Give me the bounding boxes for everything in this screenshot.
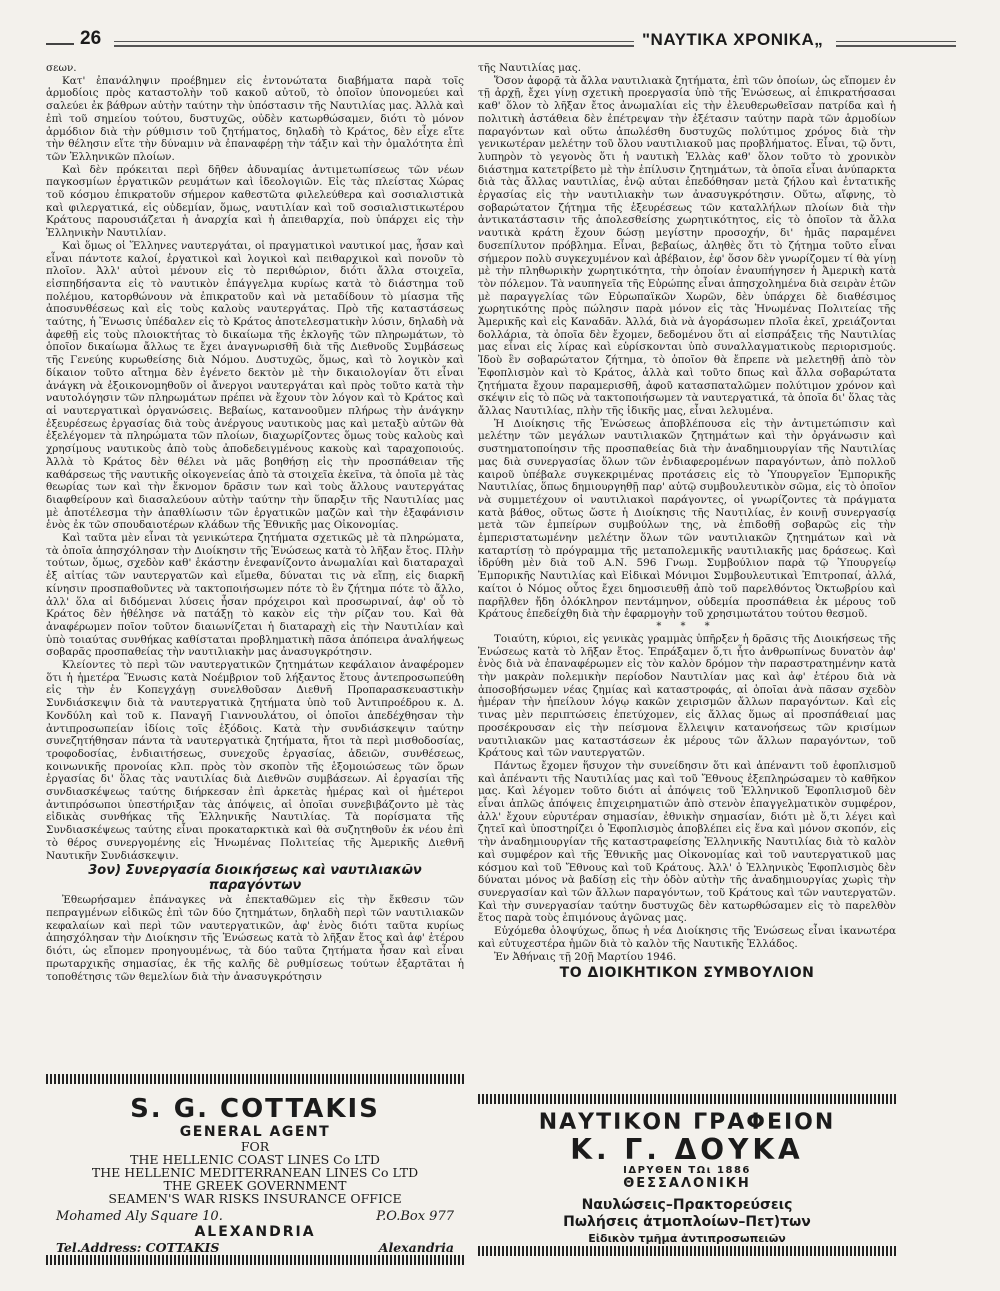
ad-services: Ναυλώσεις–Πρακτορεύσεις xyxy=(581,1197,793,1213)
ad-line: THE GREEK GOVERNMENT xyxy=(163,1178,347,1193)
ad-role: GENERAL AGENT xyxy=(179,1124,331,1140)
ad-line: THE HELLENIC MEDITERRANEAN LINES Co LTD xyxy=(91,1165,419,1180)
advertisement-douka xyxy=(478,1094,896,1264)
ad-address: Mohamed Aly Square 10. xyxy=(56,1209,223,1224)
ad-services: Εἰδικὸν τμῆμα ἀντιπροσωπειῶν xyxy=(588,1232,786,1245)
section-separator: * * * xyxy=(656,620,718,632)
ad-company-name: S. G. COTTAKIS xyxy=(130,1094,380,1124)
ad-established: ΙΔΡΥΘΕΝ ΤΩι 1886 xyxy=(623,1165,751,1176)
paragraph: Καὶ ὅμως οἱ Ἕλληνες ναυτεργάται, οἱ πραγματικοὶ ναυτικοί μας, ἦσαν καὶ εἶναι πάντοτε καλοί, ἐργατικοὶ καὶ λογικοὶ καὶ πειθαρχικοὶ καὶ πονοῦν τὸ πλοῖον. Ἀλλ' αὐτοὶ μένουν εἰς τὸ περιθώριον, διότι ἄλλα στοιχεῖα, εἰσπηδήσαντα εἰς τὸ ναυτικὸν ἐπάγγελμα κυρίως κατὰ τὸ διάστημα τοῦ πολέμου, κατορθώνουν νὰ ἐπικρατοῦν καὶ νὰ μεταδίδουν τὸ μίασμα τῆς ἀποσυνθέσεως καὶ εἰς τοὺς καλοὺς ναυτεργάτας. Πρὸ τῆς καταστάσεως ταύτης, ἡ Ἕνωσις ὑπέδαλεν εἰς τὸ Κράτος ἀποτελεσματικὴν λύσιν, δηλαδὴ νὰ ἀφεθῇ εἰς τοὺς πλοιοκτήτας τὸ δικαίωμα τῆς ἐκλογῆς τῶν πληρωμάτων, τὸ ὁποῖον δικαίωμα ἄλλως τε ἔχει ἀναγνωρισθῆ διὰ τῆς Διεθνοῦς Συμβάσεως τῆς Γενεύης κυρωθείσης διὰ Νόμου. Δυστυχῶς, ὅμως, καὶ τὸ λογικὸν καὶ δίκαιον τοῦτο αἴτημα δὲν ἐγένετο δεκτὸν μὲ τὴν δικαιολογίαν ὅτι εἶναι ἀνάγκη νὰ ἐξοικονομηθοῦν οἱ ἄνεργοι ναυτεργάται καὶ πρὸς τοῦτο κατὰ τὴν ναυτολόγησιν τῶν πληρωμάτων πρέπει νὰ ἔχουν τὸν λόγον καὶ τὸ Κράτος καὶ αἱ ναυτεργατικαὶ ὀργανώσεις. Βεβαίως, κατανοοῦμεν πλήρως τὴν ἀνάγκην ἐξευρέσεως ἐργασίας διὰ τοὺς ἀνέργους ναυτικοὺς μας καὶ μεταξὺ αὐτῶν θὰ ἐξελέγομεν τὰ πληρώματα τῶν πλοίων, διαχωρίζοντες ὅμως τοὺς καλοὺς καὶ χρησίμους ναυτικοὺς ἀπὸ τοὺς ἀποδεδειγμένους κακοὺς καὶ ταραχοποιούς. Ἀλλὰ τὸ Κράτος δὲν θέλει νὰ μᾶς βοηθήσῃ εἰς τὴν προσπάθειαν τῆς καθάρσεως τῆς ναυτικῆς οἰκογενείας ἀπὸ τὰ στοιχεῖα ἐκεῖνα, τὰ ὁποῖα μὲ τὰς θεωρίας των καὶ τὴν ἔκνομον δρᾶσιν των καὶ τοὺς ἄλλους ναυτεργάτας διαφθείρουν καὶ διασαλεύουν αὐτὴν ταύτην τὴν ὕπαρξιν τῆς Ναυτιλίας μας μὲ ἀποτέλεσμα τὴν ἀπαθλίωσιν τῶν ἐργατικῶν μαζῶν καὶ τὴν ἐξαφάνισιν ἑνὸς ἐκ τῶν σπουδαιοτέρων κλάδων τῆς Ἐθνικῆς μας Οἰκονομίας. xyxy=(46,239,464,532)
paragraph: Ἡ Διοίκησις τῆς Ἑνώσεως ἀποβλέπουσα εἰς τὴν ἀντιμετώπισιν καὶ μελέτην τῶν μεγάλων ναυτιλιακῶν ζητημάτων καὶ τὴν ὀργάνωσιν καὶ συστηματοποίησιν τῆς προσπαθείας διὰ τὴν ἀναδημιουργίαν τῆς Ναυτιλίας μας διὰ συνεργασίας ὅλων τῶν ἐνδιαφερομένων παραγόντων, ἀπὸ πολλοῦ καιροῦ ὑπέβαλε συγκεκριμένας προτάσεις εἰς τὸ Ὑπουργεῖον Ἐμπορικῆς Ναυτιλίας, ὅπως δημιουργηθῇ παρ' αὐτῷ συμβουλευτικὸν σῶμα, εἰς τὸ ὁποῖον νὰ συμμετέχουν οἱ ναυτιλιακοὶ παράγοντες, οἱ γνωρίζοντες τὰ πράγματα κατὰ βάθος, οὕτως ὥστε ἡ Διοίκησις τῆς Ναυτιλίας, ἐν κοινῇ συνεργασίᾳ μετὰ τῶν ἐμπείρων συμβούλων της, νὰ ἐπιδοθῇ σοβαρῶς εἰς τὴν ἐμπεριστατωμένην μελέτην ὅλων τῶν ναυτιλιακῶν ζητημάτων καὶ νὰ καταρτίσῃ τὸ πρόγραμμα τῆς μεταπολεμικῆς ναυτιλιακῆς μας δράσεως. Καὶ ἱδρύθη μὲν διὰ τοῦ Α.Ν. 596 Γνωμ. Συμβούλιον παρὰ τῷ Ὑπουργείῳ Ἐμπορικῆς Ναυτιλίας καὶ Εἰδικαὶ Μόνιμοι Συμβουλευτικαὶ Ἐπιτροπαί, ἀλλά, καίτοι ὁ Νόμος οὗτος ἔχει δημοσιευθῇ ἀπὸ τοῦ παρελθόντος Ὀκτωβρίου καὶ παρῆλθεν ἤδη ὁλόκληρον πεντάμηνον, οὐδεμία προσπάθεια ἐκ μέρους τοῦ Κράτους ἐπεδείχθη διὰ τὴν ἐφαρμογὴν τοῦ χρησιμωτάτου τούτου θεσμοῦ. xyxy=(478,417,896,621)
ad-telegraph-row xyxy=(56,1240,454,1255)
ad-city: ALEXANDRIA xyxy=(194,1224,316,1240)
paragraph: Καὶ ταῦτα μὲν εἶναι τὰ γενικώτερα ζητήματα σχετικῶς μὲ τὰ πληρώματα, τὰ ὁποῖα ἀπησχόλησαν τὴν Διοίκησιν τῆς Ἑνώσεως κατὰ τὸ λῆξαν ἔτος. Πλὴν τούτων, ὅμως, σχεδὸν καθ' ἑκάστην ἐνεφανίζοντο ἀνωμαλίαι καὶ διαταραχαὶ ἐξ αἰτίας τῶν ναυτεργατῶν καὶ εἴμεθα, δύναται τις νὰ εἴπῃ, εἰς διαρκῆ κίνησιν προσπαθοῦντες νὰ τακτοποιήσωμεν πότε τὸ ἓν ζήτημα πότε τὸ ἄλλο, ἀλλ' ὅλα αἱ διδόμεναι λύσεις ἦσαν πρόχειροι καὶ προσωριναί, ἀφ' οὗ τὸ Κράτος δὲν ἠθέλησε νὰ πατάξῃ τὸ κακὸν εἰς τὴν ρίζαν του. Καὶ θὰ ἀναφέρωμεν ποῖον τοῦτον διαιωνίζεται ἡ διαταραχὴ εἰς τὴν Ναυτιλίαν καὶ ὑπὸ τοιαύτας συνθήκας καθίσταται προβληματικὴ πᾶσα ἀπόπειρα ἀναλήψεως σοβαρᾶς προσπαθείας τὴν ναυτιλιακὴν μας ἀνασυγκρότησιν. xyxy=(46,532,464,659)
paragraph: Κατ' ἐπανάληψιν προέβημεν εἰς ἐντονώτατα διαβήματα παρὰ τοῖς ἁρμοδίοις πρὸς καταστολὴν τοῦ κακοῦ αὐτοῦ, τὸ ὁποῖον ὑπονομεύει καὶ σαλεύει ἐκ βάθρων αὐτὴν ταύτην τὴν ὑπόστασιν τῆς Ναυτιλίας μας. Ἀλλὰ καὶ ἐπὶ τοῦ σημείου τούτου, δυστυχῶς, οὐδὲν κατωρθώσαμεν, διότι τὸ μόνον ἁρμόδιον διὰ τὴν ρύθμισιν τοῦ ζητήματος, δηλαδὴ τὸ Κράτος, δὲν εἶχε εἴτε τὴν θέλησιν εἴτε τὴν δύναμιν νὰ ἐπαναφέρῃ τὴν τάξιν καὶ τὴν ὁμαλότητα ἐπὶ τῶν Ἑλληνικῶν πλοίων. xyxy=(46,74,464,163)
page-number: 26 xyxy=(80,28,102,49)
ad-line: SEAMEN'S WAR RISKS INSURANCE OFFICE xyxy=(108,1191,402,1206)
signature: ΤΟ ΔΙΟΙΚΗΤΙΚΟΝ ΣΥΜΒΟΥΛΙΟΝ xyxy=(559,965,815,982)
journal-title: "ΝΑΥΤΙΚΑ ΧΡΟΝΙΚΑ„ xyxy=(642,30,824,49)
page-header xyxy=(46,26,956,56)
ad-border-top xyxy=(478,1094,896,1104)
ad-telegraph: Tel.Address: COTTAKIS xyxy=(56,1240,220,1255)
paragraph: σεων. xyxy=(46,62,77,74)
ad-services: Πωλήσεις ἀτμοπλοίων–Πετ)των xyxy=(563,1214,811,1230)
newspaper-page xyxy=(46,18,956,1268)
header-rule-right xyxy=(836,41,956,47)
ad-telegraph-city: Alexandria xyxy=(378,1240,454,1255)
header-rule-left xyxy=(46,43,74,45)
ad-owner-name: Κ. Γ. ΔΟΥΚΑ xyxy=(570,1133,804,1166)
paragraph: Ὅσον ἀφορᾷ τὰ ἄλλα ναυτιλιακὰ ζητήματα, ἐπὶ τῶν ὁποίων, ὡς εἴπομεν ἐν τῇ ἀρχῇ, ἔχει γίνῃ σχετικὴ προεργασία ὑπὸ τῆς Ἑνώσεως, αἱ ἐπικρατήσασαι καθ' ὅλον τὸ λῆξαν ἔτος ἀνωμαλίαι εἰς τὴν ἐλευθερωθεῖσαν πατρίδα καὶ ἡ πολιτικὴ ἀστάθεια δὲν ἐπέτρεψαν τὴν ἐξέτασιν ταύτην παρὰ τῶν ἁρμοδίων παραγόντων καὶ οὕτω ἀπωλέσθη δυστυχῶς πολύτιμος χρόνος διὰ τὴν γενικωτέραν μελέτην τοῦ ὅλου ναυτιλιακοῦ μας προβλήματος. Εἶναι, τῷ ὄντι, λυπηρὸν τὸ γεγονὸς ὅτι ἡ ναυτικὴ Ἑλλὰς καθ' ὅλον τοῦτο τὸ χρονικὸν διάστημα κατετρίβετο μὲ τὴν ἐπίλυσιν ζητημάτων, τὰ ὁποῖα εἶναι ἀνύπαρκτα διὰ τὰς ἄλλας ναυτιλίας, ἐνῷ αὐται ἐπεδόθησαν μετὰ ζήλου καὶ ἐντατικῆς ἐργασίας εἰς τὴν ναυτιλιακὴν των ἀνασυγκρότησιν. Οὕτω, αἴφνης, τὸ σοβαρώτατον ζήτημα τῆς ἐξευρέσεως τῶν καταλλήλων πλοίων διὰ τὴν ἀντικατάστασιν τῆς ἀπολεσθείσης χωρητικότητος, εἰς τὸ ὁποῖον τὰ ἄλλα ναυτικὰ κράτη ἔχουν δώσῃ μεγίστην προσοχήν, δι' ἡμᾶς παραμένει δυσεπίλυτον πρόβλημα. Εἶναι, βεβαίως, ἀληθὲς ὅτι τὸ ζήτημα τοῦτο εἶναι σήμερον πολὺ συγκεχυμένον καὶ ἀβέβαιον, ἐφ' ὅσον δὲν γνωρίζομεν τί θὰ γίνῃ μὲ τὴν πληθωρικὴν χωρητικότητα, τὴν ὁποίαν ἐναυπήγησεν ἡ Ἀμερικὴ κατὰ τὸν πόλεμον. Τὰ ναυπηγεῖα τῆς Εὐρώπης εἶναι ἀπησχολημένα διὰ σειρὰν ἐτῶν μὲ παραγγελίας τῶν Εὐρωπαϊκῶν Χωρῶν, δὲν ὑπάρχει δὲ διαθέσιμος χωρητικότης πρὸς πώλησιν παρὰ μόνον εἰς τὰς Ἡνωμένας Πολιτείας τῆς Ἀμερικῆς καὶ εἰς Καναδᾶν. Ἀλλά, διὰ νὰ ἀγοράσωμεν πλοῖα ἐκεῖ, χρειάζονται δολλάρια, τὰ ὁποῖα δὲν ἔχομεν, δεδομένου ὅτι αἱ εἰσπράξεις τῆς Ναυτιλίας μας εἶναι εἰς λίρας καὶ εὑρίσκονται ὑπὸ συναλλαγματικοὺς περιορισμούς. Ἰδοὺ ἓν σοβαρώτατον ζήτημα, τὸ ὁποῖον θὰ ἔπρεπε νὰ μελετηθῇ ἀπὸ τὸν Ἐφοπλισμὸν καὶ τὸ Κράτος, ἀλλὰ καὶ τοῦτο δπως καὶ ἄλλα σοβαρώτατα ζητήματα ἔχουν παραμερισθῆ, ἀφοῦ κατασπαταλῶμεν πολύτιμον χρόνον καὶ σκέψιν εἰς τὸ πῶς νὰ τακτοποιήσωμεν τὰ ναυτεργατικά, τὰ ὁποῖα δι' ὅλας τὰς ἄλλας Ναυτιλίας, πλὴν τῆς ἰδικῆς μας, εἶναι λελυμένα. xyxy=(478,74,896,417)
right-column xyxy=(478,62,896,982)
ad-address-row xyxy=(56,1209,454,1224)
ad-pobox: P.O.Box 977 xyxy=(376,1209,454,1224)
ad-line: THE HELLENIC COAST LINES Co LTD xyxy=(130,1152,380,1167)
advertisement-cottakis xyxy=(46,1074,464,1264)
paragraph: Εὐχόμεθα ὁλοψύχως, ὅπως ἡ νέα Διοίκησις τῆς Ἑνώσεως εἶναι ἱκανωτέρα καὶ εὐτυχεστέρα ἡμῶν διὰ τὸ καλὸν τῆς Ναυτικῆς Ἑλλάδος. xyxy=(478,925,896,950)
paragraph: Ἐθεωρήσαμεν ἐπάναγκες νὰ ἐπεκταθῶμεν εἰς τὴν ἔκθεσιν τῶν πεπραγμένων εἰδικῶς ἐπὶ τῶν δύο ζητημάτων, δηλαδὴ περὶ τῶν ναυτιλιακῶν κεφαλαίων καὶ περὶ τῶν ναυτεργατικῶν, ἀφ' ἑνὸς διότι ταῦτα κυρίως ἀπησχόλησαν τὴν Διοίκησιν τῆς Ἑνώσεως κατὰ τὸ λῆξαν ἔτος καὶ ἀφ' ἑτέρου διότι, ὡς εἴπομεν προηγουμένως, τὰ δύο ταῦτα ζητήματα ἦσαν καὶ εἶναι πρωταρχικῆς σημασίας, ἐκ τῆς καλῆς δὲ ρυθμίσεως τούτων ἐξαρτᾶται ἡ τοποθέτησις τῶν θεμελίων διὰ τὴν ἀνασυγκρότησιν xyxy=(46,894,464,983)
section-subheading: 3ον) Συνεργασία διοικήσεως καὶ ναυτιλιακῶν παραγόντων xyxy=(88,863,422,894)
ad-for: FOR xyxy=(240,1139,270,1154)
paragraph: Καὶ δὲν πρόκειται περὶ δῆθεν ἀδυναμίας ἀντιμετωπίσεως τῶν νέων παγκοσμίων ἐργατικῶν ρευμάτων καὶ ἰδεολογιῶν. Εἰς τὰς πλείστας Χώρας τοῦ κόσμου ἐπικρατοῦν σήμερον καθεστῶτα φιλελεύθερα καὶ σοσιαλιστικὰ καὶ φιλεργατικά, εἰς οὐδεμίαν, ὅμως, ναυτιλίαν καὶ τοῦ σοσιαλιστικωτέρου Κράτους παρουσιάζεται ἡ ἀναρχία καὶ ἡ ἀπειθαρχία, ποὺ ὑπάρχει εἰς τὴν Ἑλληνικὴν Ναυτιλίαν. xyxy=(46,163,464,240)
left-column xyxy=(46,62,464,983)
paragraph: Πάντως ἔχομεν ἥσυχον τὴν συνείδησιν ὅτι καὶ ἀπέναντι τοῦ ἐφοπλισμοῦ καὶ ἀπέναντι τῆς Ναυτιλίας μας καὶ τοῦ Ἔθνους ἐξεπληρώσαμεν τὸ καθῆκον μας. Καὶ λέγομεν τοῦτο διότι αἱ ἀπόψεις τοῦ Ἑλληνικοῦ Ἐφοπλισμοῦ δὲν εἶναι ἁπλῶς ἀπόψεις ἐπιχειρηματιῶν ἀπὸ στενὸν ἐπαγγελματικὸν συμφέρον, ἀλλ' ἔχουν εὐρυτέραν σημασίαν, ἐθνικὴν σημασίαν, διότι μὲ ὅ,τι λέγει καὶ ζητεῖ καὶ ὑποστηρίζει ὁ Ἐφοπλισμὸς ἀποβλέπει εἰς ἕνα καὶ μόνον σκοπόν, εἰς τὴν ἀναδημιουργίαν τῆς καταστραφείσης Ἑλληνικῆς Ναυτιλίας διὰ τὸ καλὸν καὶ συμφέρον καὶ τῆς Ἐθνικῆς μας Οἰκονομίας καὶ τοῦ ναυτεργατικοῦ μας κόσμου καὶ τοῦ Ἔθνους καὶ τοῦ Κράτους. Ἀλλ' ὁ Ἑλληνικὸς Ἐφοπλισμὸς δὲν δύναται μόνος νὰ βαδίσῃ εἰς τὴν ὁδὸν αὐτὴν τῆς ἀναδημιουργίας χωρὶς τὴν συνεργασίαν καὶ τῶν ἄλλων παραγόντων, τοῦ Κράτους καὶ τῶν ναυτεργατῶν. Καὶ τὴν συνεργασίαν ταύτην δυστυχῶς δὲν κατωρθώσαμεν εἰς τὸ παρελθὸν ἔτος παρὰ τοὺς ἐπιμόνους ἀγῶνας μας. xyxy=(478,759,896,925)
paragraph: Κλείοντες τὸ περὶ τῶν ναυτεργατικῶν ζητημάτων κεφάλαιον ἀναφέρομεν ὅτι ἡ ἡμετέρα Ἕνωσις κατὰ Νοέμβριον τοῦ λήξαντος ἔτους ἀντεπροσωπεύθη εἰς τὴν ἐν Κοπεγχάγῃ συνελθοῦσαν Διεθνῆ Προπαρασκευαστικὴν Συνδιάσκεψιν διὰ τὰ ναυτεργατικὰ ζητήματα ὑπὸ τοῦ Ἀντιπροέδρου κ. Δ. Κονδύλη καὶ τοῦ κ. Παναγῆ Γιαννουλάτου, οἱ ὁποῖοι ἀπεδέχθησαν τὴν ἀντιπροσωπείαν ἰδίοις τοῖς ἐξόδοις. Κατὰ τὴν συνδιάσκεψιν ταύτην συνεζητήθησαν πάντα τὰ ναυτεργατικὰ ζητήματα, ἤτοι τὰ περὶ μισθοδοσίας, τροφοδοσίας, ἐνδιαιτήσεως, συνεχοῦς ἐργασίας, ἀδειῶν, συνθέσεως, κοινωνικῆς προνοίας κλπ. πρὸς τὸν σκοπὸν τῆς ἑξομοιώσεως τῶν ὅρων ἐργασίας δι' ὅλας τὰς ναυτιλίας διὰ Διεθνῶν συμβάσεων. Αἱ ἐργασίαι τῆς συνδιασκέψεως ταύτης διήρκεσαν ἐπὶ ἀρκετὰς ἡμέρας καὶ οἱ ἡμέτεροι ἀντιπρόσωποι ὑπεστήριξαν τὰς ἀπόψεις, αἱ ὁποῖαι συνεβιβάζοντο μὲ τὰς εἰδικὰς συνθήκας τῆς Ἑλληνικῆς Ναυτιλίας. Τὰ πορίσματα τῆς Συνδιασκέψεως ταύτης εἶναι προκαταρκτικὰ καὶ θὰ συζητηθοῦν ἐκ νέου ἐπὶ τὸ θέρος συνεργομένης εἰς Ἡνωμένας Πολιτείας τῆς Ἀμερικῆς Διεθνῆ Ναυτικῆν Συνδιάσκεψιν. xyxy=(46,659,464,862)
paragraph: τῆς Ναυτιλίας μας. xyxy=(478,62,582,74)
ad-border-bottom xyxy=(478,1246,896,1256)
ad-border-bottom xyxy=(46,1255,464,1265)
ad-border-top xyxy=(46,1074,464,1084)
header-rule xyxy=(114,41,634,47)
ad-place: ΘΕΣΣΑΛΟΝΙΚΗ xyxy=(623,1176,751,1191)
ad-office-name: ΝΑΥΤΙΚΟΝ ΓΡΑΦΕΙΟΝ xyxy=(538,1110,836,1135)
date-line: Ἐν Ἀθήναις τῇ 20ῇ Μαρτίου 1946. xyxy=(494,950,677,963)
paragraph: Τοιαύτη, κύριοι, εἰς γενικὰς γραμμὰς ὑπῆρξεν ἡ δρᾶσις τῆς Διοικήσεως τῆς Ἑνώσεως κατὰ τὸ λῆξαν ἔτος. Ἐπράξαμεν ὅ,τι ἦτο ἀνθρωπίνως δυνατὸν ἀφ' ἑνὸς διὰ νὰ ἐπαναφέρωμεν εἰς τὸν καλὸν δρόμον τὴν παραστρατημένην κατὰ τὴν μακρὰν πολεμικὴν περίοδον Ναυτιλίαν μας καὶ ἀφ' ἑτέρου διὰ νὰ ἀποσοβήσωμεν νέας ζημίας καὶ καταστροφάς, αἱ ὁποῖαι ἀνὰ πᾶσαν σχεδὸν ἡμέραν τὴν ἠπείλουν λόγῳ κακῶν χειρισμῶν ἄλλων παραγόντων. Καὶ εἰς τινας μὲν περιπτώσεις ἐπετύχομεν, εἰς ἄλλας ὅμως αἱ προσπάθειαί μας προσέκρουσαν εἰς τὴν πείσμονα ἔλλειψιν κατανοήσεως τῶν κρισίμων ναυτιλιακῶν μας καταστάσεων ἐκ μέρους τῶν ἄλλων παραγόντων, τοῦ Κράτους καὶ τῶν ναυτεργατῶν. xyxy=(478,632,896,760)
